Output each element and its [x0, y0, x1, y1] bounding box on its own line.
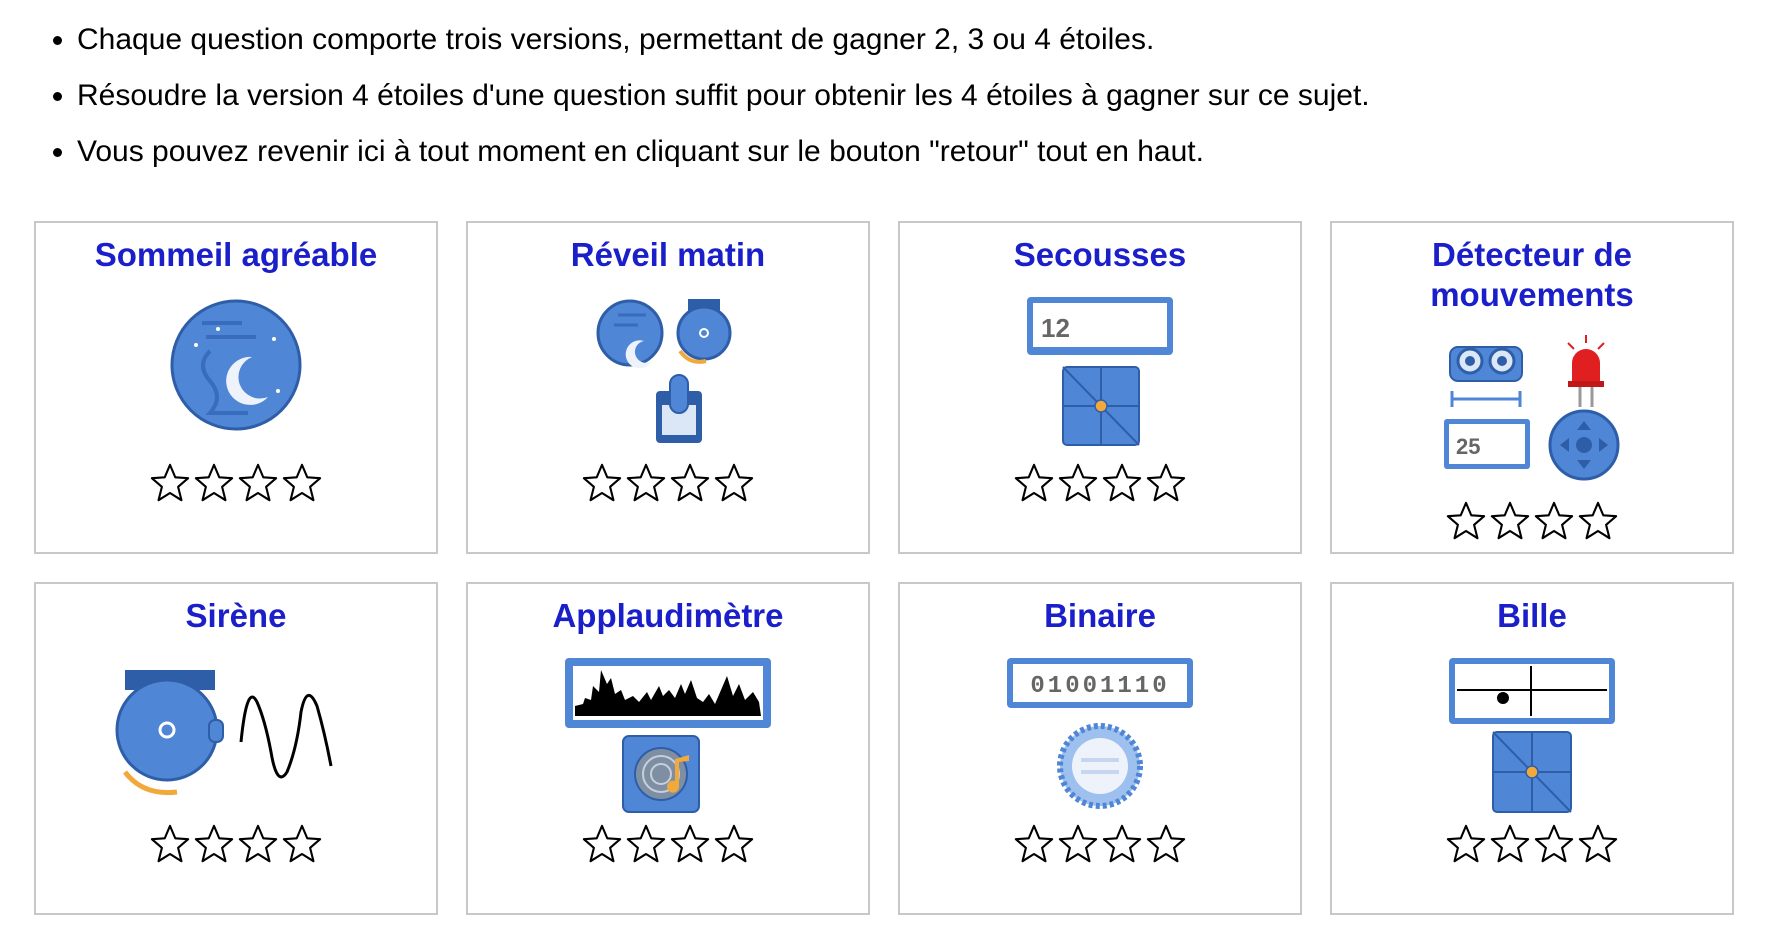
sleep-mode-icon [36, 295, 436, 455]
star-icon [581, 823, 623, 865]
task-title[interactable]: Secousses [1013, 236, 1187, 273]
star-icon [193, 823, 235, 865]
star-icon [1145, 462, 1187, 504]
star-icon [237, 462, 279, 504]
star-icon [281, 823, 323, 865]
star-icon [1101, 823, 1143, 865]
star-icon [581, 462, 623, 504]
star-icon [1101, 462, 1143, 504]
task-title[interactable]: Sommeil agréable [94, 236, 378, 273]
star-icon [1533, 500, 1575, 542]
instruction-item: • Résoudre la version 4 étoiles d'une question suffit pour obtenir les 4 étoiles à gagner sur ce sujet. [77, 68, 1727, 124]
task-card-applaudimetre[interactable] [466, 582, 870, 915]
star-icon [625, 823, 667, 865]
star-icon [1013, 823, 1055, 865]
task-grid [34, 221, 1734, 915]
marble-tilt-icon [1332, 656, 1732, 816]
star-icon [1577, 500, 1619, 542]
task-card-secousses[interactable] [898, 221, 1302, 554]
star-icon [625, 462, 667, 504]
accelerometer-icon [900, 295, 1300, 455]
star-rating [36, 823, 436, 865]
star-rating [468, 462, 868, 504]
star-icon [669, 462, 711, 504]
star-icon [149, 823, 191, 865]
star-rating [36, 462, 436, 504]
star-rating [900, 823, 1300, 865]
task-card-binaire[interactable] [898, 582, 1302, 915]
star-icon [713, 462, 755, 504]
task-title[interactable]: Applaudimètre [552, 597, 784, 634]
star-icon [1013, 462, 1055, 504]
task-title[interactable]: Détecteur de mouvements [1430, 236, 1634, 313]
instruction-item: • Vous pouvez revenir ici à tout moment en cliquant sur le bouton "retour" tout en haut. [77, 124, 1727, 180]
star-rating [468, 823, 868, 865]
accelerometer-value: 12 [1041, 313, 1070, 343]
star-icon [1057, 823, 1099, 865]
star-icon [1445, 500, 1487, 542]
star-icon [1057, 462, 1099, 504]
star-icon [237, 823, 279, 865]
task-card-detecteur-mouvements[interactable] [1330, 221, 1734, 554]
task-card-bille[interactable] [1330, 582, 1734, 915]
star-icon [669, 823, 711, 865]
binary-value: 01001110 [1030, 673, 1170, 700]
star-icon [149, 462, 191, 504]
alarm-clock-icon [468, 295, 868, 455]
star-rating [1332, 823, 1732, 865]
task-card-sommeil-agreable[interactable] [34, 221, 438, 554]
star-icon [1445, 823, 1487, 865]
task-title[interactable]: Réveil matin [570, 236, 766, 273]
star-icon [1533, 823, 1575, 865]
star-icon [1489, 500, 1531, 542]
star-rating [1332, 500, 1732, 542]
applause-meter-icon [468, 656, 868, 816]
star-icon [281, 462, 323, 504]
instruction-item: • Chaque question comporte trois versions, permettant de gagner 2, 3 ou 4 étoiles. [77, 12, 1727, 68]
star-rating [900, 462, 1300, 504]
instructions-list [42, 12, 1727, 180]
siren-icon [36, 664, 436, 824]
star-icon [1145, 823, 1187, 865]
task-title[interactable]: Bille [1497, 597, 1567, 634]
task-title[interactable]: Sirène [185, 597, 287, 634]
distance-value: 25 [1456, 434, 1481, 459]
star-icon [193, 462, 235, 504]
motion-detector-icon [1332, 333, 1732, 493]
task-card-reveil-matin[interactable] [466, 221, 870, 554]
binary-display-icon [900, 656, 1300, 816]
star-icon [1489, 823, 1531, 865]
star-icon [1577, 823, 1619, 865]
star-icon [713, 823, 755, 865]
task-card-sirene[interactable] [34, 582, 438, 915]
task-title[interactable]: Binaire [1044, 597, 1156, 634]
